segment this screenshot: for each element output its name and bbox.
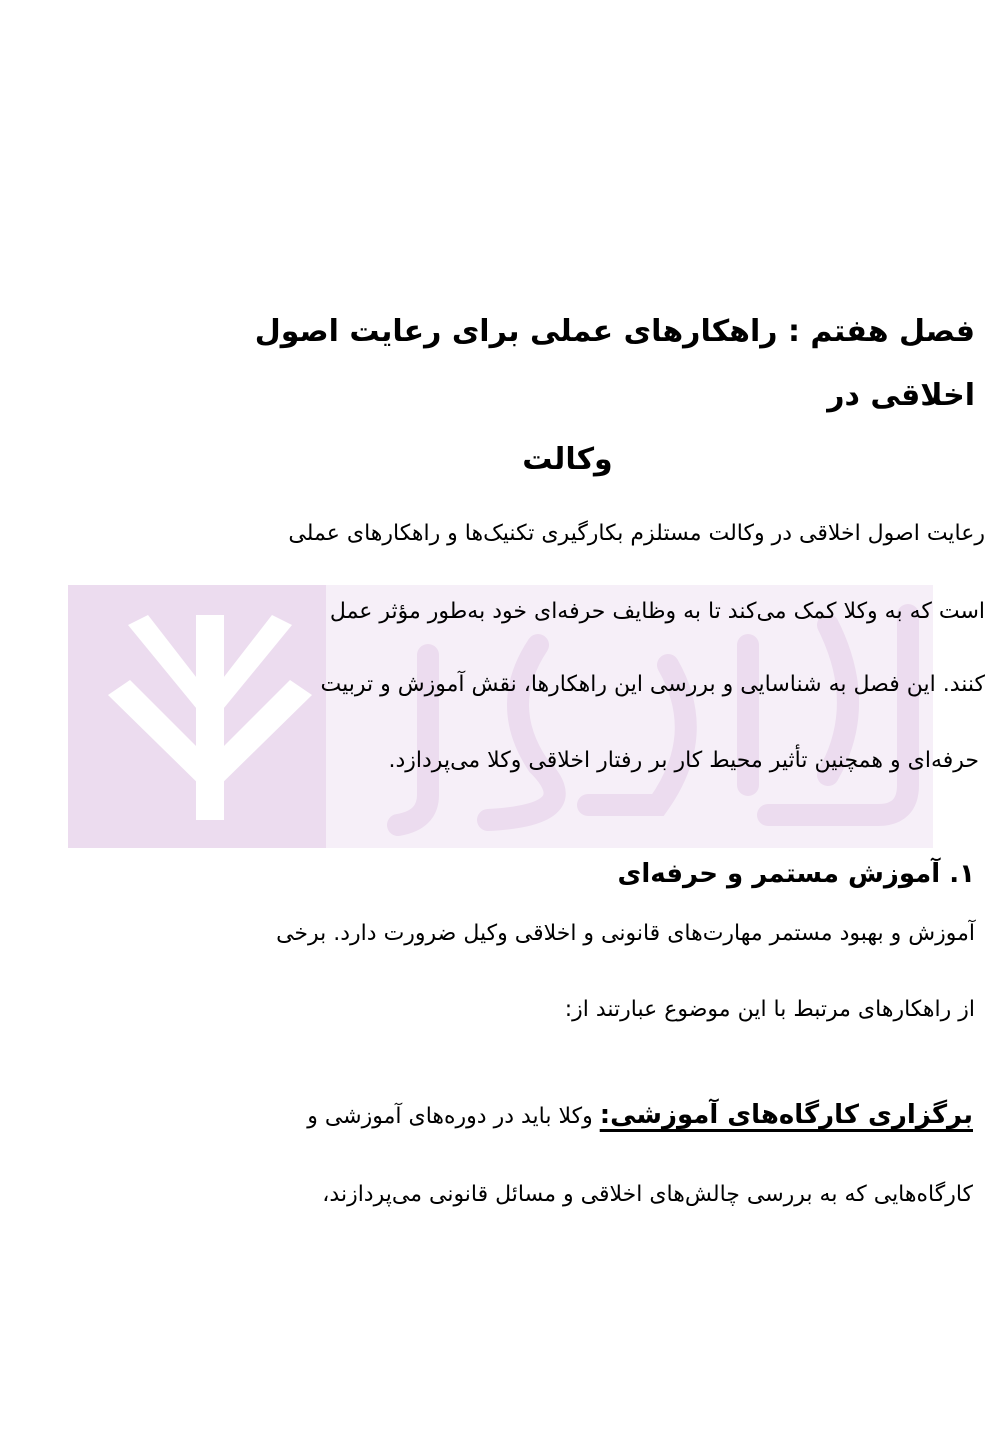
section-heading: ۱. آموزش مستمر و حرفه‌ای (617, 859, 975, 889)
list-item-term: برگزاری کارگاه‌های آموزشی: (599, 1100, 973, 1130)
list-item-workshops (307, 1100, 973, 1132)
intro-line-3: کنند. این فصل به شناسایی و بررسی این راهکارها، نقش آموزش و تربیت (320, 672, 985, 697)
section-line-2: از راهکارهای مرتبط با این موضوع عبارتند از: (564, 997, 975, 1022)
list-item-line-2: کارگاه‌هایی که به بررسی چالش‌های اخلاقی و مسائل قانونی می‌پردازند، (322, 1182, 973, 1207)
intro-line-2: است که به وکلا کمک می‌کند تا به وظایف حرفه‌ای خود به‌طور مؤثر عمل (329, 599, 985, 624)
chapter-title-line1: فصل هفتم : راهکارهای عملی برای رعایت اصول اخلاقی در (254, 314, 975, 413)
intro-line-1: رعایت اصول اخلاقی در وکالت مستلزم بکارگیری تکنیک‌ها و راهکارهای عملی (288, 521, 985, 546)
list-item-text: وکلا باید در دوره‌های آموزشی و (307, 1104, 600, 1129)
section-line-1: آموزش و بهبود مستمر مهارت‌های قانونی و اخلاقی وکیل ضرورت دارد. برخی (276, 921, 975, 946)
intro-line-4: حرفه‌ای و همچنین تأثیر محیط کار بر رفتار اخلاقی وکلا می‌پردازد. (388, 748, 979, 773)
chapter-title (160, 300, 975, 492)
chapter-title-line2: وکالت (522, 442, 613, 477)
